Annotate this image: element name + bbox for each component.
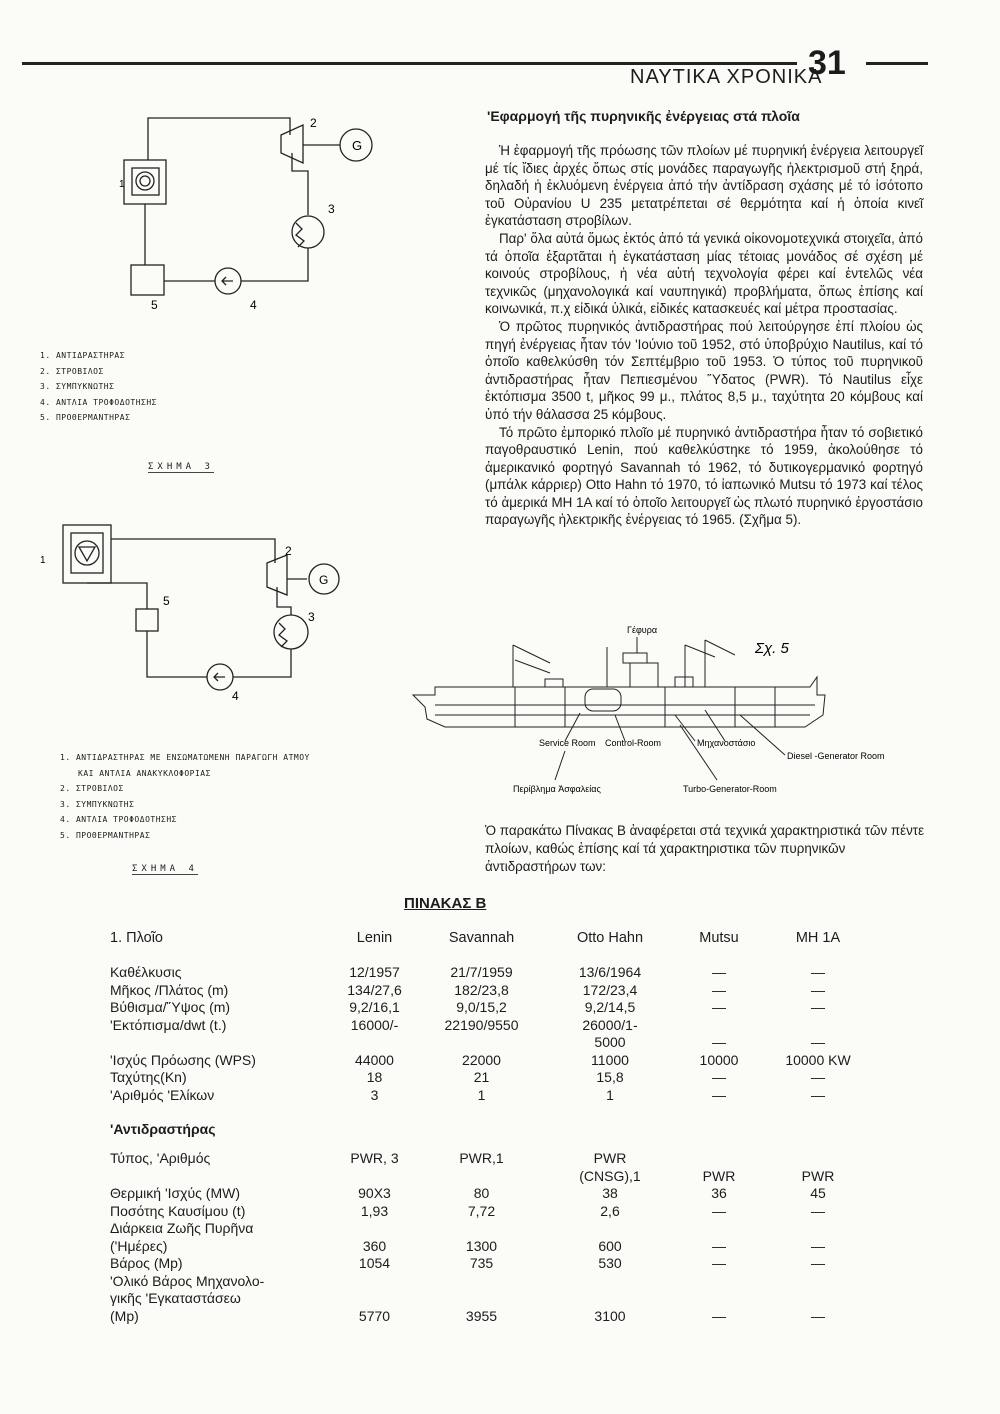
table-cell: Διάρκεια Ζωῆς Πυρῆνα: [110, 1220, 254, 1236]
table-cell: 'Εκτόπισμα/dwt (t.): [110, 1016, 227, 1033]
label-service-room: Service Room: [539, 738, 596, 748]
table-row: [110, 1168, 868, 1186]
table-spacer: [110, 1138, 868, 1150]
table-cell: 530: [598, 1255, 622, 1271]
table-cell: —: [712, 964, 726, 980]
table-cell: Βύθισμα/Ὕψος (m): [110, 999, 231, 1015]
table-cell: Mutsu: [699, 930, 739, 946]
table-cell: —: [811, 1069, 825, 1085]
table-cell: [768, 1017, 868, 1035]
table-cell: [768, 1150, 868, 1168]
table-cell: —: [712, 999, 726, 1015]
table-header-row: [110, 930, 868, 952]
table-cell: [413, 1273, 550, 1291]
table-cell: [413, 1220, 550, 1238]
table-cell: 10000: [699, 1051, 739, 1068]
specs-table: [110, 930, 868, 1325]
table-cell: [670, 1273, 768, 1291]
fig3-reactor-outer: [124, 160, 166, 204]
table-row: [110, 1017, 868, 1035]
table-cell: (Mp): [110, 1307, 139, 1324]
table-cell: Lenin: [356, 930, 393, 946]
table-cell: 1,93: [360, 1202, 389, 1219]
table-cell: 15,8: [596, 1069, 624, 1085]
table-cell: (CNSG),1: [579, 1167, 641, 1184]
table-cell: 1: [606, 1086, 614, 1103]
table-cell: [670, 1017, 768, 1035]
table-cell: PWR: [801, 1167, 835, 1184]
legend-item: 2. ΣΤΡΟΒΙΛΟΣ: [40, 366, 104, 376]
label-bridge: Γέφυρα: [627, 625, 658, 635]
table-cell: 134/27,6: [347, 981, 402, 998]
fig3-label-2: 2: [310, 116, 317, 130]
table-section-row: [110, 1116, 868, 1138]
table-cell: —: [811, 1237, 825, 1254]
fig4-label-3: 3: [308, 610, 315, 624]
legend-item: 2. ΣΤΡΟΒΙΛΟΣ: [60, 784, 124, 793]
fig4-label-5: 5: [163, 594, 170, 608]
reactor-section-title: 'Αντιδραστήρας: [110, 1120, 216, 1137]
table-cell: [110, 1168, 336, 1186]
legend-item: 5. ΠΡΟΘΕΡΜΑΝΤΗΡΑΣ: [40, 413, 131, 422]
table-cell: —: [712, 1034, 726, 1050]
figure-4-legend: [60, 750, 310, 843]
table-cell: [550, 1220, 670, 1238]
label-diesel-generator-room: Diesel -Generator Room: [787, 751, 885, 761]
table-cell: 13/6/1964: [578, 964, 642, 980]
journal-title: ΝΑΥΤΙΚΑ ΧΡΟΝΙΚΑ: [630, 66, 823, 88]
table-cell: —: [811, 1307, 825, 1324]
table-cell: [768, 1220, 868, 1238]
table-cell: PWR, 3: [350, 1150, 399, 1166]
table-cell: Τύπος, 'Αριθμός: [110, 1150, 211, 1166]
table-cell: [670, 1290, 768, 1308]
fig4-label-4: 4: [232, 689, 239, 703]
table-row: [110, 1203, 868, 1221]
table-row: [110, 1034, 868, 1052]
fig3-label-5: 5: [151, 298, 158, 312]
figure-5-ship-diagram: [405, 615, 925, 820]
table-cell: [670, 1220, 768, 1238]
fig3-label-1: 1: [119, 179, 125, 190]
table-row: [110, 1087, 868, 1105]
table-cell: 80: [473, 1185, 490, 1201]
fig3-condenser: [292, 216, 324, 248]
table-cell: 26000/1-: [582, 1016, 638, 1033]
table-cell: 3: [370, 1086, 379, 1103]
figure-3-caption: ΣΧΗΜΑ 3: [148, 462, 214, 472]
table-row: [110, 1255, 868, 1273]
table-cell: Θερμική 'Ισχύς (MW): [110, 1185, 240, 1201]
table-cell: —: [712, 1237, 726, 1254]
table-cell: MH 1A: [795, 930, 841, 946]
table-cell: —: [811, 1255, 825, 1271]
fig3-generator-label: G: [352, 138, 363, 153]
fig4-label-1: 1: [40, 555, 46, 566]
table-cell: —: [712, 1086, 726, 1103]
table-cell: —: [712, 1307, 726, 1324]
table-cell: 16000/-: [350, 1016, 399, 1033]
table-cell: 3955: [465, 1307, 498, 1324]
paragraph: Τό πρῶτο ἐμπορικό πλοῖο μέ πυρηνικό ἀντιδραστήρα ἦταν τό σοβιετικό παγοθραυστικό Lenin, πού καθελκύστηκε τό 1959, ἀκολούθησε τό ἀμερικανικό φορτηγό Savannah τό 1962, τό δυτικογερμανικό φορτηγό (μπάλκ κάρριερ) Otto Hahn τό 1970, τό ἰαπωνικό Mutsu τό 1973 καί τέλος τό ἀμερικά MH 1A καί τό ὁποῖο λειτουργεῖ ὡς πλωτό πυρηνικό ἐργοστάσιο παραγωγῆς ἠλεκτρικῆς ἐνέργειας τό 1965. (Σχῆμα 5).: [485, 424, 923, 528]
paragraph: Ἡ ἐφαρμογή τῆς πρόωσης τῶν πλοίων μέ πυρηνική ἐνέργεια λειτουργεῖ μέ τίς ἴδιες ἀρχές ὅπως στίς μονάδες παραγωγῆς ἠλεκτρισμοῦ στή ξηρά, δηλαδή ἡ ἐκλυόμενη ἐνέργεια ἀπό τήν ἀντίδραση σχάσης μέ τό ἰσότοπο τοῦ Οὐρανίου U 235 μετατρέπεται σέ θερμότητα καί ἡ ὁποία κινεῖ ἐγκατάσταση στροβίλων.: [485, 143, 923, 229]
table-cell: Καθέλκυσις: [110, 964, 182, 980]
table-cell: 5770: [358, 1307, 391, 1324]
table-cell: 360: [362, 1237, 387, 1254]
legend-item: 5. ΠΡΟΘΕΡΜΑΝΤΗΡΑΣ: [60, 830, 151, 840]
table-cell: 735: [469, 1255, 494, 1271]
table-cell: 1. Πλοῖο: [110, 930, 163, 946]
table-cell: Ταχύτης(Kn): [110, 1069, 187, 1085]
fig3-preheater: [131, 265, 164, 295]
table-cell: —: [712, 981, 726, 998]
table-cell: 1300: [465, 1237, 498, 1254]
legend-item: 4. ΑΝΤΛΙΑ ΤΡΟΦΟΔΟΤΗΣΗΣ: [60, 815, 177, 824]
table-cell: PWR,1: [459, 1150, 504, 1166]
table-cell: [336, 1273, 413, 1291]
table-intro: Ὁ παρακάτω Πίνακας Β ἀναφέρεται στά τεχνικά χαρακτηριστικά τῶν πέντε πλοίων, καθώς ἐπίσης καί τά χαρακτηριστικα τῶν πυρηνικῶν ἀντιδραστήρων των:: [485, 823, 925, 874]
table-cell: 11000: [591, 1051, 629, 1068]
table-cell: [110, 1034, 336, 1052]
table-cell: 'Αριθμός 'Ελίκων: [110, 1086, 215, 1103]
table-cell: 1: [477, 1086, 486, 1103]
table-cell: 9,0/15,2: [456, 999, 507, 1015]
table-cell: [336, 1168, 413, 1186]
table-cell: 21/7/1959: [450, 964, 513, 980]
fig4-condenser: [274, 615, 308, 649]
table-cell: 2,6: [600, 1202, 620, 1219]
ship-hull: [413, 677, 825, 727]
table-cell: 172/23,4: [582, 981, 638, 998]
table-title: ΠΙΝΑΚΑΣ Β: [404, 895, 487, 912]
table-cell: 44000: [355, 1051, 394, 1068]
table-cell: [550, 1290, 670, 1308]
table-cell: 7,72: [467, 1202, 496, 1219]
table-row: [110, 1185, 868, 1203]
table-cell: 22190/9550: [444, 1016, 519, 1033]
table-cell: [336, 1290, 413, 1308]
table-cell: 9,2/16,1: [349, 999, 400, 1015]
table-cell: 5000: [594, 1034, 626, 1050]
table-cell: [336, 1220, 413, 1238]
table-cell: 182/23,8: [454, 981, 509, 998]
fig4-label-2: 2: [285, 544, 292, 558]
fig4-generator-label: G: [319, 573, 329, 587]
header-rule-right: [866, 62, 928, 65]
table-cell: [336, 1034, 413, 1052]
table-cell: —: [811, 1086, 825, 1103]
table-cell: 1054: [358, 1255, 391, 1271]
table-spacer: [110, 1104, 868, 1116]
table-cell: —: [811, 1034, 825, 1050]
label-safety-enclosure: Περίβλημα Ἀσφαλείας: [513, 784, 601, 794]
table-cell: —: [811, 1202, 825, 1219]
table-row: [110, 982, 868, 1000]
table-row: [110, 1308, 868, 1326]
fig3-label-3: 3: [328, 202, 335, 216]
table-cell: 'Ολικό Βάρος Μηχανολο-: [110, 1272, 265, 1289]
table-cell: —: [811, 964, 825, 980]
legend-item: 3. ΣΥΜΠΥΚΝΩΤΗΣ: [60, 799, 135, 809]
fig3-reactor-core: [136, 172, 154, 190]
table-cell: 12/1957: [349, 964, 400, 980]
fig4-reactor-outer: [63, 525, 111, 583]
legend-item: 4. ΑΝΤΛΙΑ ΤΡΟΦΟΔΟΤΗΣΗΣ: [40, 397, 157, 407]
table-cell: —: [811, 981, 825, 998]
label-engine-room: Μηχανοστάσιο: [697, 738, 756, 748]
table-row: [110, 964, 868, 982]
table-cell: ('Ημέρες): [110, 1237, 168, 1254]
table-cell: 9,2/14,5: [584, 999, 636, 1015]
table-cell: 18: [366, 1069, 383, 1085]
table-cell: [413, 1290, 550, 1308]
table-cell: 90X3: [358, 1185, 391, 1201]
table-cell: 45: [810, 1185, 826, 1201]
fig4-preheater: [136, 609, 158, 631]
table-row: [110, 1220, 868, 1238]
table-cell: —: [712, 1255, 726, 1271]
figure-4-caption: ΣΧΗΜΑ 4: [132, 864, 198, 874]
legend-item: 1. ΑΝΤΙΔΡΑΣΤΗΡΑΣ: [40, 351, 126, 360]
table-cell: [413, 1034, 550, 1052]
legend-item: 3. ΣΥΜΠΥΚΝΩΤΗΣ: [40, 382, 115, 391]
table-cell: —: [811, 999, 825, 1015]
table-row: [110, 1069, 868, 1087]
table-cell: Savannah: [448, 930, 515, 946]
table-cell: Μῆκος /Πλάτος (m): [110, 981, 229, 998]
paragraph: Ὁ πρῶτος πυρηνικός ἀντιδραστήρας πού λειτούργησε ἐπί πλοίου ὡς πηγή ἐνέργειας ἦταν τόν 'Ιούνιο τοῦ 1952, στό ὑποβρύχιο Nautilus, καί τό ὁποῖο καθελκύσθη τόν Σεπτέμβριο τοῦ 1953. Ὁ τύπος τοῦ πυρηνικοῦ ἀντιδραστήρας ἦταν Πεπιεσμένου Ὕδατος (PWR). Τό Nautilus εἶχε ἐκτόπισμα 3500 t, μῆκος 99 μ., πλάτος 8,5 μ., ταχύτητα 20 κόμβους καί ὑπό τήν θάλασσα 25 κόμβους.: [485, 318, 923, 422]
table-row: [110, 1052, 868, 1070]
table-row: [110, 1290, 868, 1308]
table-cell: —: [712, 1202, 726, 1219]
figure-3-diagram: [100, 105, 390, 335]
header-rule-left: [22, 62, 797, 65]
table-cell: [768, 1273, 868, 1291]
figure-3-legend: [40, 348, 157, 426]
table-cell: 3100: [594, 1307, 626, 1324]
page-number: 31: [808, 44, 846, 82]
table-cell: [768, 1290, 868, 1308]
table-cell: Ποσότης Καυσίμου (t): [110, 1202, 246, 1219]
table-cell: 'Ισχύς Πρόωσης (WPS): [110, 1051, 256, 1068]
label-turbo-generator-room: Turbo-Generator-Room: [683, 784, 777, 794]
table-cell: 36: [711, 1185, 727, 1201]
legend-item: ΚΑΙ ΑΝΤΛΙΑ ΑΝΑΚΥΚΛΟΦΟΡΙΑΣ: [78, 768, 211, 778]
figure-5-title: Σχ. 5: [755, 640, 789, 657]
fig3-pipe-top: [148, 118, 290, 160]
table-cell: [413, 1168, 550, 1186]
paragraph: Παρ' ὅλα αὐτά ὅμως ἐκτός ἀπό τά γενικά οἰκονομοτεχνικά στοιχεῖα, ἀπό τά ὁποῖα ἐξαρτᾶται ἡ ἐγκατάσταση μίας τέτοιας μονάδος σέ σχέση μέ κοινούς στροβίλους, ἡ νέα αὐτή τεχνολογία φέρει καί ἐντελῶς νέα τεχνικῶς (μηχανολογικά καί ναυπηγικά) προβλήματα, ὅπως ἐπίσης καί κοινωνικά, π.χ εἰδικά ὑλικά, εἰδικές κατασκευές καί μέτρα προστασίας.: [485, 230, 923, 317]
fig4-reactor-inner: [71, 533, 103, 573]
label-control-room: Control-Room: [605, 738, 662, 748]
legend-item: 1. ΑΝΤΙΔΡΑΣΤΗΡΑΣ ΜΕ ΕΝΣΩΜΑΤΩΜΕΝΗ ΠΑΡΑΓΩΓΗ ΑΤΜΟΥ: [60, 753, 310, 762]
table-cell: Otto Hahn: [576, 930, 644, 946]
table-row: [110, 1150, 868, 1168]
fig3-label-4: 4: [250, 298, 257, 312]
table-cell: 21: [473, 1069, 490, 1085]
article-body: [485, 142, 923, 529]
table-cell: 38: [602, 1185, 618, 1201]
table-row: [110, 1238, 868, 1256]
table-spacer: [110, 952, 868, 964]
article-title: 'Εφαρμογή τῆς πυρηνικῆς ἐνέργειας στά πλοῖα: [487, 108, 800, 124]
table-row: [110, 1273, 868, 1291]
table-cell: —: [712, 1069, 726, 1085]
table-cell: γικῆς 'Εγκαταστάσεω: [110, 1290, 241, 1306]
ship-bridge: [623, 653, 647, 663]
table-cell: PWR: [702, 1167, 736, 1184]
figure-4-diagram: [35, 515, 355, 720]
table-cell: 600: [598, 1237, 622, 1254]
table-cell: [670, 1150, 768, 1168]
table-cell: [550, 1273, 670, 1291]
table-cell: Βάρος (Mp): [110, 1255, 183, 1271]
table-cell: PWR: [593, 1150, 627, 1166]
table-row: [110, 999, 868, 1017]
table-cell: 22000: [462, 1051, 501, 1068]
table-cell: 10000 KW: [785, 1051, 851, 1068]
